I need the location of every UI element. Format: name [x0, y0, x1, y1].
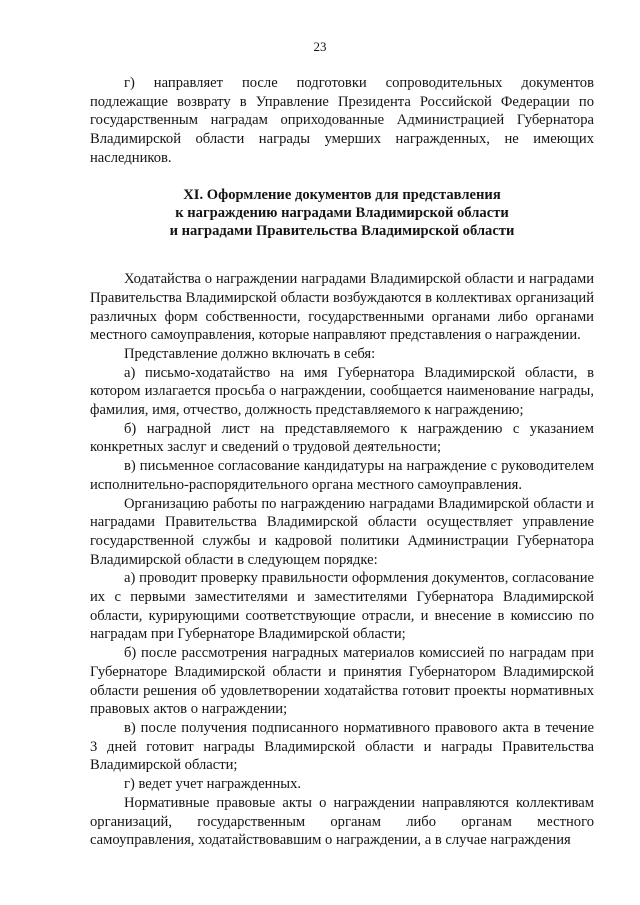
paragraph-item-v-approval: в) письменное согласование кандидатуры на награждение с руководителем исполнительно-распорядительного органа местного самоуправления.: [90, 458, 594, 493]
paragraph-step-g-records: г) ведет учет награжденных.: [124, 776, 302, 793]
section-heading-line-2: к награждению наградами Владимирской области: [175, 204, 509, 221]
page-number: 23: [313, 39, 327, 54]
paragraph-petitions: Ходатайства о награждении наградами Владимирской области и наградами Правительства Владимирской области возбуждаются в коллективах организаций различных форм собственности, государственными органами либо органами местного самоуправления, которые направляют представления о награждении.: [90, 271, 594, 344]
section-heading-line-1: XI. Оформление документов для представления: [183, 186, 501, 203]
page-content: [90, 74, 594, 850]
section-heading-line-3: и наградами Правительства Владимирской области: [169, 222, 515, 239]
paragraph-acts-distribution: Нормативные правовые акты о награждении направляются коллективам организаций, государственным органам либо органам местного самоуправления, ходатайствовавшим о награждении, а в случае награждения: [90, 794, 594, 849]
paragraph-step-a-verification: а) проводит проверку правильности оформления документов, согласование их с первыми заместителями и заместителями Губернатора Владимирской области, курирующими соответствующие отрасли, и внесение в комиссию по наградам при Губернаторе Владимирской области;: [90, 570, 594, 643]
paragraph-work-organization: Организацию работы по награждению наградами Владимирской области и наградами Правительства Владимирской области осуществляет управление государственной службы и кадровой политики Администрации Губернатора Владимирской области в следующем порядке:: [90, 495, 594, 568]
paragraph-step-b-drafts: б) после рассмотрения наградных материалов комиссией по наградам при Губернаторе Владимирской области и принятия Губернатором Владимирской области решения об удовлетворении ходатайства готовит проекты нормативных правовых актов о награждении;: [90, 645, 594, 718]
paragraph-item-a-letter: а) письмо-ходатайство на имя Губернатора Владимирской области, в котором излагается просьба о награждении, сообщается наименование награды, фамилия, имя, отчество, должность представляемого к награждению;: [90, 364, 594, 419]
paragraph-g-return-awards: г) направляет после подготовки сопроводительных документов подлежащие возврату в Управление Президента Российской Федерации по государственным наградам оприходованные Администрацией Губернатора Владимирской области награды умерших награжденных, не имеющих наследников.: [90, 75, 594, 166]
paragraph-submission-contents: Представление должно включать в себя:: [124, 345, 376, 362]
paragraph-item-b-award-sheet: б) наградной лист на представляемого к награждению с указанием конкретных заслуг и сведений о трудовой деятельности;: [90, 420, 594, 456]
paragraph-step-v-prepare-awards: в) после получения подписанного нормативного правового акта в течение 3 дней готовит награды Владимирской области и награды Правительства Владимирской области;: [90, 720, 594, 774]
section-heading: [90, 186, 594, 241]
